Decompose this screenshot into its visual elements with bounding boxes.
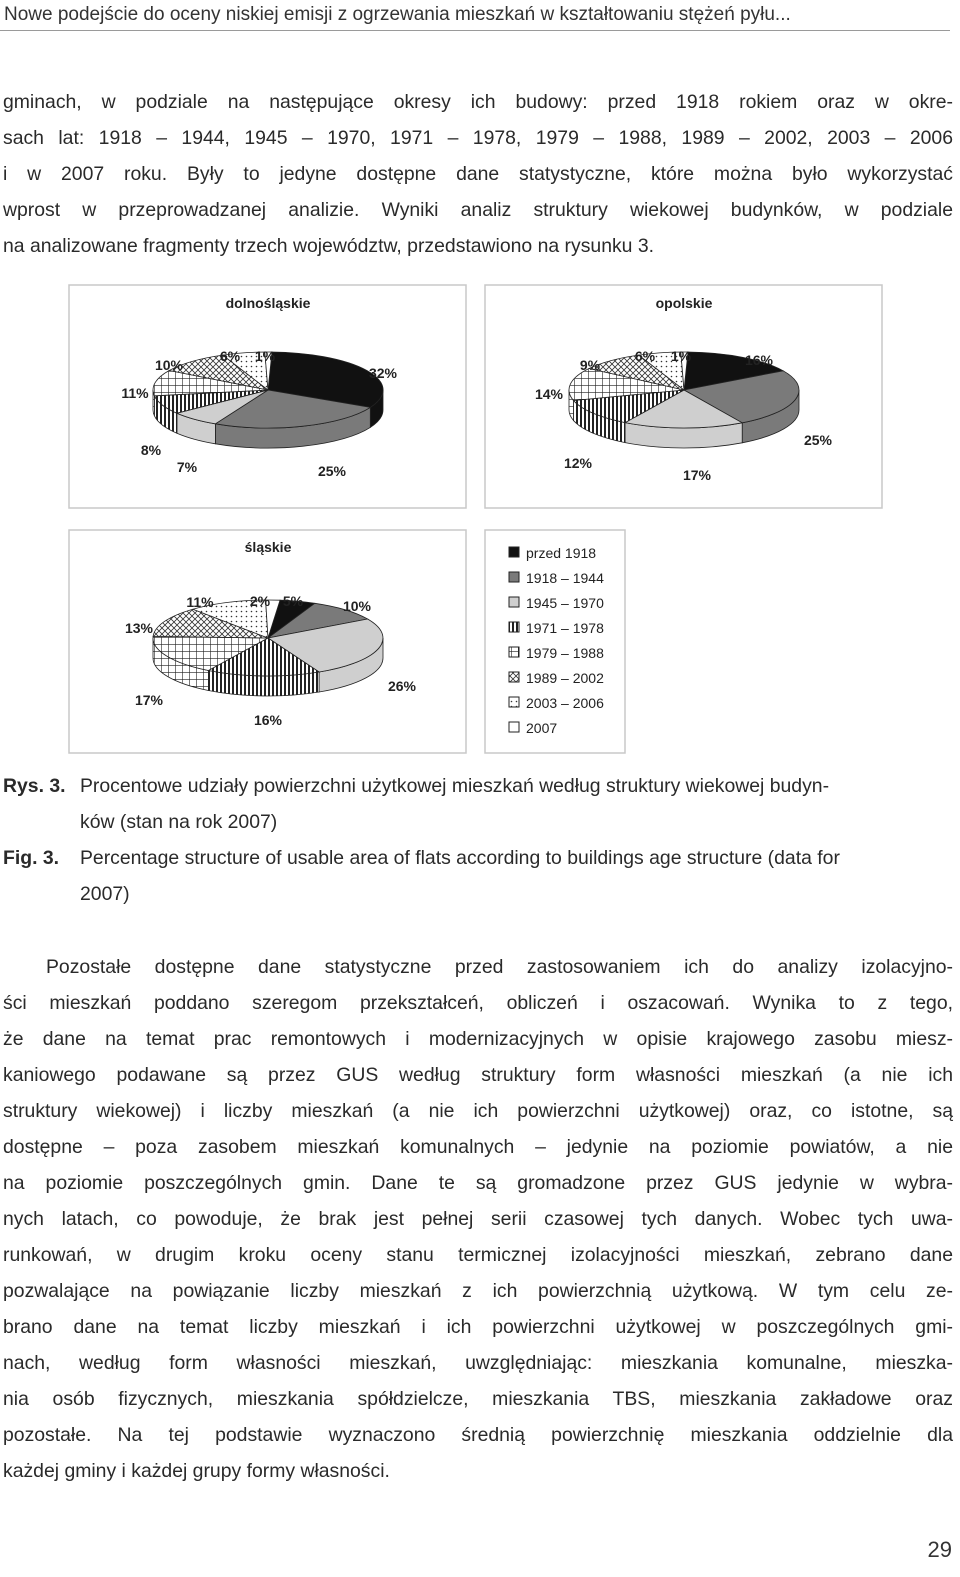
pie-label: 16% bbox=[253, 712, 283, 728]
pie-label: 7% bbox=[176, 459, 198, 475]
legend-swatch bbox=[509, 572, 519, 582]
pie-label: 12% bbox=[563, 455, 593, 471]
body-line: każdej gminy i każdej grupy formy własności. bbox=[3, 1460, 390, 1482]
pie-label: 6% bbox=[219, 348, 241, 364]
body-line: Pozostałe dostępne dane statystyczne przed zastosowaniem ich do analizy izolacyjno- bbox=[46, 956, 953, 978]
pie-label: 14% bbox=[534, 386, 564, 402]
pie-label: 26% bbox=[387, 678, 417, 694]
body-line: pozostałe. Na tej podstawie wyznaczono średnią powierzchnię mieszkania oddzielnie dla bbox=[3, 1424, 953, 1446]
intro-line: gminach, w podziale na następujące okresy ich budowy: przed 1918 rokiem oraz w okre- bbox=[3, 91, 953, 113]
legend-label: przed 1918 bbox=[526, 545, 597, 561]
body-line: ści mieszkań poddano szeregom przekształceń, obliczeń i oszacowań. Wynika to z tego, bbox=[3, 992, 953, 1014]
running-header: Nowe podejście do oceny niskiej emisji z ogrzewania mieszkań w kształtowaniu stężeń pyłu... bbox=[0, 0, 950, 31]
pie-label: 11% bbox=[121, 385, 149, 401]
pie-label: 17% bbox=[682, 467, 712, 483]
pie-label: 6% bbox=[634, 348, 656, 364]
body-line: struktury wiekowej) i liczby mieszkań (a nie ich powierzchni użytkowej) oraz, co istotne, są bbox=[3, 1100, 953, 1122]
figure-3 bbox=[0, 280, 960, 760]
pie-label: 16% bbox=[744, 352, 774, 368]
body-line: nia osób fizycznych, mieszkania spółdzielcze, mieszkania TBS, mieszkania zakładowe oraz bbox=[3, 1388, 953, 1410]
pie-label: 13% bbox=[124, 620, 154, 636]
pie-label: 1% bbox=[254, 348, 276, 364]
legend-label: 1979 – 1988 bbox=[526, 645, 604, 661]
caption-text-en: 2007) bbox=[80, 883, 130, 905]
pie-label: 10% bbox=[154, 357, 184, 373]
legend-label: 2007 bbox=[526, 720, 558, 736]
pie-label: 8% bbox=[140, 442, 162, 458]
body-line: runkowań, w drugim kroku oceny stanu termicznej izolacyjności mieszkań, zebrano dane bbox=[3, 1244, 953, 1266]
body-line: nach, według form własności mieszkań, uwzględniając: mieszkania komunalne, mieszka- bbox=[3, 1352, 953, 1374]
chart-title: dolnośląskie bbox=[225, 295, 311, 311]
legend-swatch bbox=[509, 697, 519, 707]
body-line: brano dane na temat liczby mieszkań i ich powierzchni użytkowej w poszczególnych gmi- bbox=[3, 1316, 953, 1338]
legend-label: 1918 – 1944 bbox=[526, 570, 604, 586]
caption-label-pl: Rys. 3. bbox=[3, 775, 66, 797]
intro-line: wprost w przeprowadzanej analizie. Wyniki analiz struktury wiekowej budynków, w podziale bbox=[3, 199, 953, 221]
page-number: 29 bbox=[927, 1537, 952, 1562]
intro-line: na analizowane fragmenty trzech województw, przedstawiono na rysunku 3. bbox=[3, 235, 655, 257]
body-paragraph bbox=[3, 949, 953, 1489]
pie-label: 1% bbox=[670, 348, 692, 364]
legend-label: 1989 – 2002 bbox=[526, 670, 604, 686]
legend-swatch bbox=[509, 597, 519, 607]
intro-line: sach lat: 1918 – 1944, 1945 – 1970, 1971 – 1978, 1979 – 1988, 1989 – 2002, 2003 – 2006 bbox=[3, 127, 953, 149]
intro-line: i w 2007 roku. Były to jedyne dostępne dane statystyczne, które można było wykorzystać bbox=[3, 163, 953, 185]
legend-swatch bbox=[509, 722, 519, 732]
figure-caption bbox=[3, 768, 953, 912]
legend-label: 1971 – 1978 bbox=[526, 620, 604, 636]
intro-paragraph bbox=[3, 84, 953, 264]
body-line: dostępne – poza zasobem mieszkań komunalnych – jedynie na poziomie powiatów, a nie bbox=[3, 1136, 953, 1158]
legend-swatch bbox=[509, 672, 519, 682]
pie-label: 9% bbox=[579, 357, 601, 373]
body-line: pozwalające na powiązanie liczby mieszkań z ich powierzchnią użytkową. W tym celu ze- bbox=[3, 1280, 953, 1302]
body-line: kaniowego podawane są przez GUS według struktury form własności mieszkań (a nie ich bbox=[3, 1064, 953, 1086]
pie-label: 17% bbox=[134, 692, 164, 708]
pie-label: 10% bbox=[342, 598, 372, 614]
legend-label: 1945 – 1970 bbox=[526, 595, 604, 611]
pie-label: 5% bbox=[282, 593, 304, 609]
legend-swatch bbox=[509, 547, 519, 557]
caption-text-pl: ków (stan na rok 2007) bbox=[80, 811, 278, 833]
pie-label: 2% bbox=[249, 593, 271, 609]
caption-text-pl: Procentowe udziały powierzchni użytkowej mieszkań według struktury wiekowej budyn- bbox=[80, 775, 830, 797]
body-line: że dane na temat prac remontowych i modernizacyjnych w opisie krajowego zasobu miesz- bbox=[3, 1028, 953, 1050]
legend-label: 2003 – 2006 bbox=[526, 695, 604, 711]
pie-label: 25% bbox=[317, 463, 347, 479]
caption-text-en: Percentage structure of usable area of flats according to buildings age structure (data for bbox=[80, 847, 840, 869]
legend-swatch bbox=[509, 647, 519, 657]
legend-swatch bbox=[509, 622, 519, 632]
chart-title: opolskie bbox=[655, 295, 713, 311]
body-line: na poziomie poszczególnych gmin. Dane te są gromadzone przez GUS jedynie w wybra- bbox=[3, 1172, 953, 1194]
pie-label: 32% bbox=[368, 365, 398, 381]
chart-title: śląskie bbox=[244, 539, 292, 555]
body-line: nych latach, co powoduje, że brak jest pełnej serii czasowej tych danych. Wobec tych uwa- bbox=[3, 1208, 953, 1230]
caption-label-en: Fig. 3. bbox=[3, 847, 60, 869]
pie-label: 11% bbox=[186, 594, 214, 610]
pie-label: 25% bbox=[803, 432, 833, 448]
